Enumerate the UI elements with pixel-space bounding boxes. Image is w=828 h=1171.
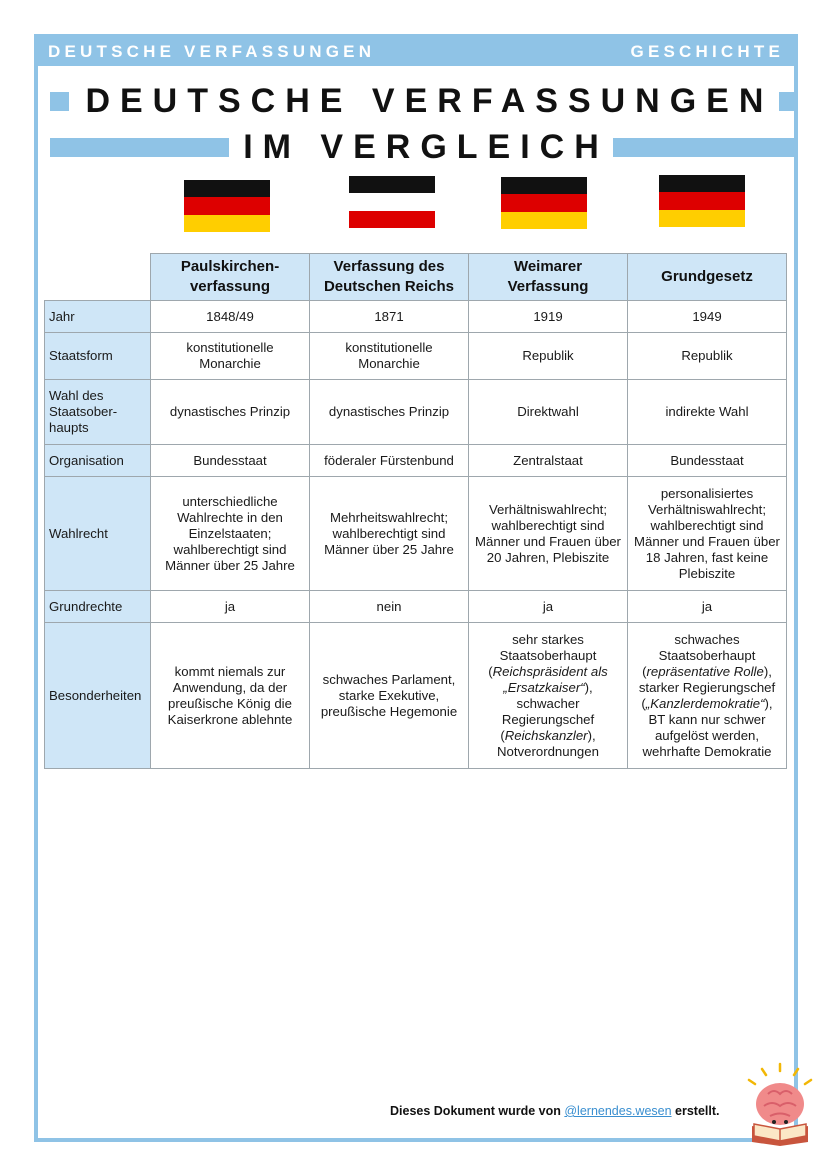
table-corner-cell xyxy=(45,254,151,301)
table-cell: schwaches Parlament, starke Exekutive, preußische Hegemonie xyxy=(310,623,469,769)
footer-prefix: Dieses Dokument wurde von xyxy=(390,1104,565,1118)
header-bar xyxy=(38,38,794,66)
table-cell: sehr starkes Staatsoberhaupt (Reichspräsident als „Ersatzkaiser“), schwacher Regierungschef (Reichskanzler), Notverordnungen xyxy=(469,623,628,769)
table-cell: dynastisches Prinzip xyxy=(151,380,310,445)
table-cell: Zentralstaat xyxy=(469,445,628,477)
row-label: Jahr xyxy=(45,301,151,333)
table-cell: konstitutionelle Monarchie xyxy=(310,333,469,380)
table-cell: Bundesstaat xyxy=(151,445,310,477)
table-cell: Direktwahl xyxy=(469,380,628,445)
column-header-paulskirchenverfassung: Paulskirchen- verfassung xyxy=(151,254,310,301)
table-cell: konstitutionelle Monarchie xyxy=(151,333,310,380)
title-decoration-bar xyxy=(50,92,69,111)
page-title-line-2: IM VERGLEICH xyxy=(243,128,609,166)
footer-suffix: erstellt. xyxy=(671,1104,720,1118)
column-header-weimarer-verfassung: Weimarer Verfassung xyxy=(469,254,628,301)
title-decoration-bar xyxy=(50,138,229,157)
table-cell: 1848/49 xyxy=(151,301,310,333)
author-handle-link[interactable]: @lernendes.wesen xyxy=(564,1104,672,1118)
row-label: Wahlrecht xyxy=(45,477,151,591)
table-cell: föderaler Fürstenbund xyxy=(310,445,469,477)
title-line-2-row xyxy=(38,128,794,167)
header-right-label: GESCHICHTE xyxy=(630,42,784,61)
table-cell: ja xyxy=(628,591,787,623)
table-cell: 1871 xyxy=(310,301,469,333)
page-title-line-1: DEUTSCHE VERFASSUNGEN xyxy=(85,82,774,120)
table-row-jahr xyxy=(45,301,787,333)
table-cell: kommt niemals zur Anwendung, da der preußische König die Kaiserkrone ablehnte xyxy=(151,623,310,769)
table-row-staatsform xyxy=(45,333,787,380)
title-line-1-row xyxy=(38,82,794,121)
table-cell: Republik xyxy=(628,333,787,380)
row-label: Wahl des Staatsober- haupts xyxy=(45,380,151,445)
table-cell: Mehrheitswahlrecht; wahlberechtigt sind Männer über 25 Jahre xyxy=(310,477,469,591)
table-cell: unterschiedliche Wahlrechte in den Einzelstaaten; wahlberechtigt sind Männer über 25 Jahre xyxy=(151,477,310,591)
table-cell: 1919 xyxy=(469,301,628,333)
title-decoration-bar xyxy=(613,138,794,157)
table-cell: schwaches Staatsoberhaupt (repräsentative Rolle), starker Regierungschef („Kanzlerdemokratie“), BT kann nur schwer aufgelöst werden, wehrhafte Demokratie xyxy=(628,623,787,769)
table-header-row xyxy=(45,254,787,301)
header-left-label: DEUTSCHE VERFASSUNGEN xyxy=(48,42,376,61)
comparison-table xyxy=(44,253,787,769)
column-header-verfassung-des-deutschen-reichs: Verfassung des Deutschen Reichs xyxy=(310,254,469,301)
table-row-organisation xyxy=(45,445,787,477)
flag-weimar-icon xyxy=(501,177,587,229)
column-header-grundgesetz: Grundgesetz xyxy=(628,254,787,301)
table-cell: nein xyxy=(310,591,469,623)
footer-credit xyxy=(390,1104,720,1118)
row-label: Grundrechte xyxy=(45,591,151,623)
table-cell: ja xyxy=(469,591,628,623)
row-label: Organisation xyxy=(45,445,151,477)
flag-paulskirche-icon xyxy=(184,180,270,232)
table-cell: Republik xyxy=(469,333,628,380)
table-cell: Verhältniswahlrecht; wahlberechtigt sind Männer und Frauen über 20 Jahren, Plebiszite xyxy=(469,477,628,591)
title-decoration-bar xyxy=(779,92,794,111)
brain-on-book-icon xyxy=(738,1062,822,1146)
flag-kaiserreich-icon xyxy=(349,176,435,228)
table-cell: ja xyxy=(151,591,310,623)
flag-grundgesetz-icon xyxy=(659,175,745,227)
table-row-wahlrecht xyxy=(45,477,787,591)
table-cell: dynastisches Prinzip xyxy=(310,380,469,445)
table-cell: personalisiertes Verhältniswahlrecht; wahlberechtigt sind Männer und Frauen über 18 Jahren, fast keine Plebiszite xyxy=(628,477,787,591)
table-row-grundrechte xyxy=(45,591,787,623)
table-row-wahl-des-staatsoberhaupts xyxy=(45,380,787,445)
table-row-besonderheiten xyxy=(45,623,787,769)
table-cell: 1949 xyxy=(628,301,787,333)
row-label: Staatsform xyxy=(45,333,151,380)
table-cell: indirekte Wahl xyxy=(628,380,787,445)
row-label: Besonderheiten xyxy=(45,623,151,769)
table-cell: Bundesstaat xyxy=(628,445,787,477)
